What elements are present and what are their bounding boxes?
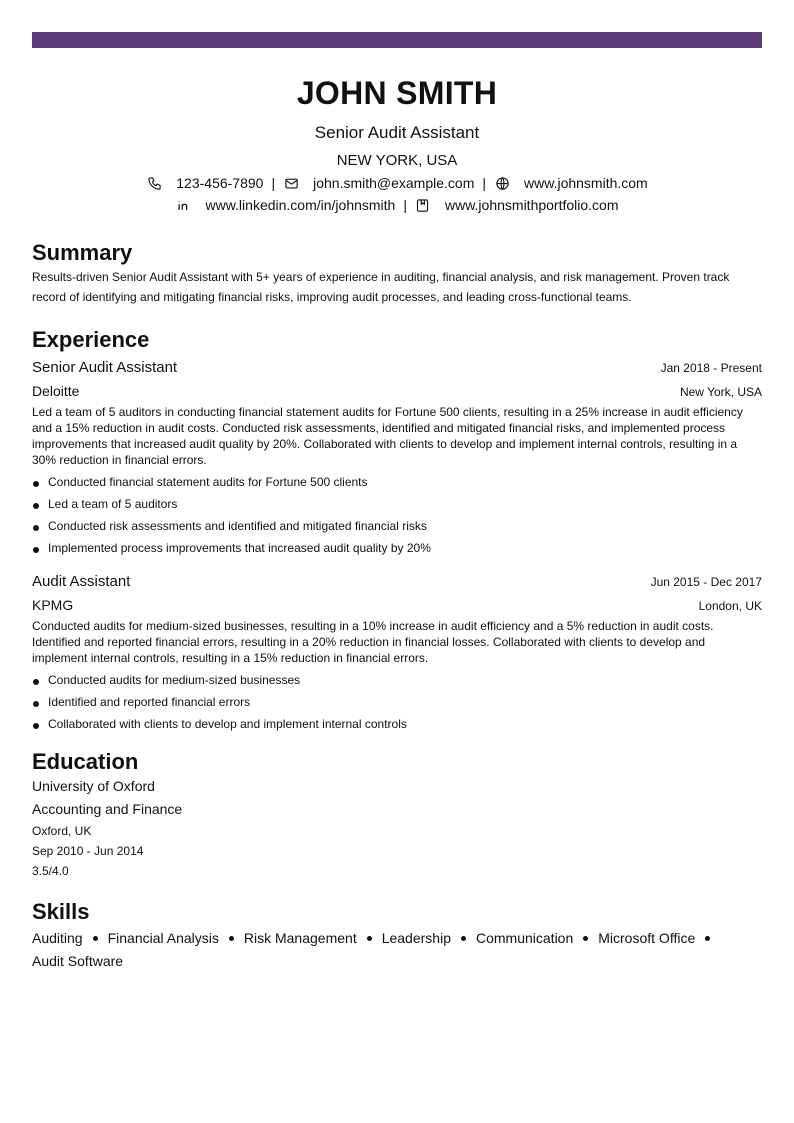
linkedin-icon (175, 197, 191, 213)
linkedin-link[interactable]: www.linkedin.com/in/johnsmith (205, 197, 396, 213)
summary-text: Results-driven Senior Audit Assistant with 5+ years of experience in auditing, financial analysis, and risk management. Proven track record of identifying and mitigating financial risks, improving audit processes, and leading cross-functional teams. (32, 270, 730, 304)
job-title: Audit Assistant (32, 573, 131, 590)
list-item: Conducted audits for medium-sized businesses (32, 669, 762, 691)
job-description: Led a team of 5 auditors in conducting financial statement audits for Fortune 500 clients, resulting in a 25% increase in audit efficiency and a 15% reduction in audit costs. Conducted risk assessments, identified and mitigated financial risks, and implemented process improvements that increased audit quality by 20%. Collaborated with clients to develop and implement internal controls, resulting in a 30% reduction in financial errors. (32, 405, 743, 467)
candidate-name: JOHN SMITH (296, 75, 498, 111)
skills-list (32, 927, 762, 973)
portfolio-icon (415, 197, 431, 213)
phone-link[interactable]: 123-456-7890 (176, 175, 264, 191)
skills-heading: Skills (32, 899, 90, 924)
website-link[interactable]: www.johnsmith.com (524, 175, 648, 191)
skill-item: Microsoft Office (598, 927, 720, 950)
portfolio-link[interactable]: www.johnsmithportfolio.com (444, 197, 619, 213)
job-location: London, UK (698, 599, 762, 613)
experience-heading: Experience (32, 327, 150, 352)
skill-item: Leadership (382, 927, 476, 950)
resume-page (32, 32, 762, 973)
job-bullets (32, 471, 762, 559)
education-heading: Education (32, 749, 139, 774)
education-degree: Accounting and Finance (32, 801, 183, 817)
contact-separator: | (271, 175, 276, 191)
list-item: Implemented process improvements that increased audit quality by 20% (32, 537, 762, 559)
email-link[interactable]: john.smith@example.com (313, 175, 475, 191)
phone-icon (146, 175, 162, 191)
list-item: Identified and reported financial errors (32, 691, 762, 713)
job-title: Senior Audit Assistant (32, 359, 178, 376)
job-dates: Jun 2015 - Dec 2017 (650, 575, 762, 589)
job-bullets (32, 669, 762, 735)
globe-icon (494, 175, 510, 191)
list-item: Conducted risk assessments and identified and mitigated financial risks (32, 515, 762, 537)
list-item: Led a team of 5 auditors (32, 493, 762, 515)
resume-header (32, 76, 762, 214)
candidate-title: Senior Audit Assistant (314, 123, 480, 142)
candidate-location: NEW YORK, USA (336, 152, 458, 169)
summary-heading: Summary (32, 240, 133, 265)
job-company: KPMG (32, 597, 74, 613)
job-description: Conducted audits for medium-sized businesses, resulting in a 10% increase in audit efficiency and a 5% reduction in audit costs. Identified and reported financial errors, resulting in a 20% reduction in financial losses. Collaborated with clients to develop and implement internal controls, resulting in a 15% reduction in financial errors. (32, 619, 714, 665)
job-company: Deloitte (32, 383, 80, 399)
list-item: Conducted financial statement audits for Fortune 500 clients (32, 471, 762, 493)
skill-item: Communication (476, 927, 598, 950)
accent-bar (32, 32, 762, 48)
skill-item: Financial Analysis (108, 927, 244, 950)
skill-item: Audit Software (32, 953, 124, 969)
contact-separator: | (403, 197, 407, 213)
job-location: New York, USA (679, 385, 762, 399)
skill-item: Auditing (32, 927, 108, 950)
list-item: Collaborated with clients to develop and implement internal controls (32, 713, 762, 735)
education-location: Oxford, UK (32, 824, 92, 838)
job-entry (32, 357, 762, 559)
mail-icon (283, 175, 299, 191)
contact-row-secondary (32, 196, 762, 214)
contact-separator: | (482, 175, 487, 191)
job-dates: Jan 2018 - Present (660, 361, 762, 375)
education-gpa: 3.5/4.0 (32, 864, 69, 878)
education-school: University of Oxford (32, 778, 155, 794)
skill-item: Risk Management (244, 927, 382, 950)
job-entry (32, 571, 762, 735)
education-dates: Sep 2010 - Jun 2014 (32, 844, 144, 858)
contact-row-primary (32, 174, 762, 192)
